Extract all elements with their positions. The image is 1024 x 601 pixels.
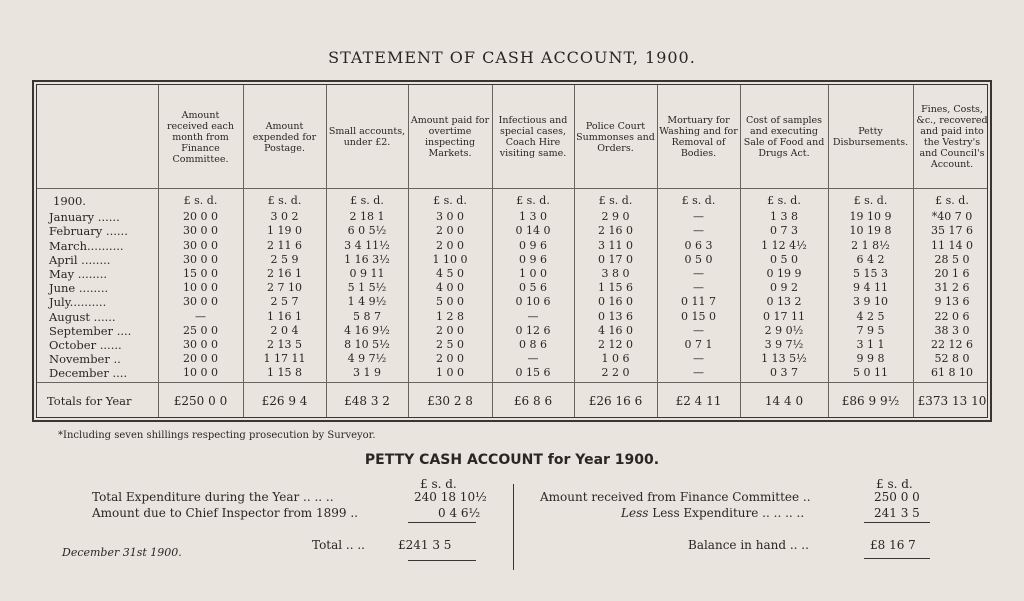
table-cell: 10 19 8 [849,224,892,238]
table-cell: 1 13 5½ [761,352,807,366]
month-label: September .... [49,323,132,338]
table-cell: 20 0 0 [183,210,218,224]
table-cell: 0 15 6 [515,366,551,380]
table-cell: 30 0 0 [183,338,218,351]
total-cell: £250 0 0 [173,394,228,408]
table-cell: 0 5 6 [519,281,547,295]
table-cell: 0 14 0 [515,224,551,238]
table-cell: 20 0 0 [183,352,218,366]
petty-left-total-label: Total .. .. [312,538,365,552]
table-cell: 30 0 0 [183,295,218,309]
table-cell: 0 9 11 [349,267,385,280]
table-cell: 1 4 9½ [347,295,387,309]
petty-right-value-2: 241 3 5 [874,506,920,520]
unit-heading: £ s. d. [267,194,302,207]
table-cell: 3 9 10 [853,295,888,309]
table-cell: 1 0 0 [519,267,547,280]
unit-heading: £ s. d. [767,194,801,207]
table-cell: *40 7 0 [931,210,973,224]
table-cell: 1 0 6 [601,352,630,366]
total-cell: £26 16 6 [588,394,643,408]
table-cell: — [195,309,206,323]
month-label: August ...... [49,309,116,324]
petty-right-value-1: 250 0 0 [874,490,920,504]
column-header: Mortuary for Washing and for Removal of Bodies. [659,115,738,159]
month-label: June ........ [49,281,109,296]
column-header: Amount received each month from Finance Committee. [167,109,234,165]
table-grid [36,84,988,418]
table-cell: 1 3 8 [770,210,798,224]
table-cell: — [693,323,704,337]
table-cell: 2 0 0 [436,224,464,238]
table-cell: 3 9 7½ [764,338,804,351]
column-header: Cost of samples and executing Sale of Food and Drugs Act. [743,115,825,159]
table-cell: 35 17 6 [931,224,973,238]
column-header: Amount paid for overtime inspecting Markets. [410,115,490,159]
table-cell: 30 0 0 [183,252,218,266]
table-cell: 6 0 5½ [347,224,387,238]
header-separator [37,188,987,189]
table-cell: 3 0 0 [436,210,464,224]
table-cell: 52 8 0 [934,352,970,366]
table-cell: 0 13 2 [766,295,802,309]
table-cell: 5 1 5½ [347,281,387,295]
table-cell: — [693,281,704,295]
table-cell: 3 8 0 [601,267,630,280]
column-header: Small accounts, under £2. [328,126,406,148]
table-cell: 1 3 0 [519,210,547,224]
table-cell: 10 0 0 [183,366,218,380]
table-cell: 0 8 6 [519,338,547,351]
table-cell: 10 0 0 [183,281,218,295]
petty-right-unit-heading: £ s. d. [876,477,913,491]
table-cell: — [693,352,704,366]
table-cell: 8 10 5½ [344,338,390,351]
table-cell: 0 16 0 [598,295,633,309]
petty-left-label-1: Total Expenditure during the Year .. .. .. [92,490,334,504]
table-cell: 30 0 0 [183,238,218,252]
unit-heading: £ s. d. [598,194,633,207]
table-cell: 61 8 10 [931,366,973,380]
table-cell: 1 19 0 [267,224,302,238]
table-cell: 0 7 1 [684,338,713,351]
table-cell: 5 15 3 [853,267,888,280]
table-cell: 2 9 0½ [764,323,804,337]
table-cell: 2 0 0 [436,238,464,252]
table-cell: 2 16 1 [267,267,302,280]
unit-heading: £ s. d. [350,194,384,207]
table-cell: 0 13 6 [598,309,633,323]
table-cell: 2 18 1 [349,210,385,224]
unit-heading: £ s. d. [935,194,969,207]
petty-left-label-2: Amount due to Chief Inspector from 1899 .. [92,506,358,520]
table-cell: 0 7 3 [770,224,798,238]
unit-heading: £ s. d. [183,194,218,207]
month-label: March.......... [49,238,124,253]
table-cell: 2 11 6 [267,238,302,252]
petty-left-rule-bottom [408,560,476,561]
table-cell: 2 13 5 [267,338,302,351]
total-cell: £48 3 2 [344,394,390,408]
table-cell: 1 0 0 [436,366,464,380]
table-cell: 2 2 0 [601,366,630,380]
year-label: 1900. [53,194,86,208]
column-header: Amount expended for Postage. [252,120,317,154]
table-cell: 0 3 7 [770,366,798,380]
table-cell: 3 0 2 [270,210,299,224]
table-cell: 5 8 7 [353,309,381,323]
table-cell: 9 4 11 [853,281,888,295]
table-cell: 0 6 3 [684,238,713,252]
footnote: *Including seven shillings respecting prosecution by Surveyor. [58,430,376,441]
table-cell: 22 12 6 [931,338,973,351]
total-cell: 14 4 0 [764,394,804,408]
table-cell: 22 0 6 [934,309,970,323]
table-cell: 20 1 6 [934,267,970,280]
petty-cash-title: PETTY CASH ACCOUNT for Year 1900. [364,452,660,468]
table-cell: 1 16 1 [267,309,302,323]
table-cell: 7 9 5 [856,323,885,337]
table-cell: 15 0 0 [183,267,218,280]
petty-right-label-1: Amount received from Finance Committee .. [540,490,811,504]
table-cell: 2 16 0 [598,224,633,238]
table-cell: 3 11 0 [598,238,633,252]
table-cell: — [693,366,704,380]
table-cell: 1 10 0 [432,252,468,266]
table-cell: 3 1 9 [353,366,381,380]
month-label: April ........ [49,252,111,267]
petty-right-rule-bottom [864,558,930,559]
table-cell: 38 3 0 [934,323,970,337]
column-header: Infectious and special cases, Coach Hire visiting same. [498,115,568,159]
month-label: May ........ [49,267,108,281]
table-cell: — [527,352,539,366]
petty-right-total-label: Balance in hand .. .. [688,538,809,552]
month-label: July.......... [49,295,107,310]
total-cell: £2 4 11 [675,394,722,408]
table-cell: 28 5 0 [934,252,970,266]
column-header: Petty Disbursements. [832,126,909,148]
column-header: Police Court Summonses and Orders. [576,120,655,154]
table-cell: 1 15 6 [598,281,633,295]
unit-heading: £ s. d. [853,194,888,207]
unit-heading: £ s. d. [516,194,550,207]
table-cell: 4 5 0 [436,267,464,280]
petty-left-total-value: £241 3 5 [398,538,452,552]
table-cell: 2 0 4 [270,323,299,337]
table-cell: 0 10 6 [515,295,551,309]
table-cell: 2 5 9 [270,252,299,266]
petty-divider [513,484,514,570]
table-cell: 19 10 9 [849,210,892,224]
table-cell: 3 1 1 [856,338,885,351]
table-cell: 4 16 9½ [344,323,390,337]
table-cell: 1 17 11 [263,352,306,366]
table-cell: 5 0 11 [853,366,888,380]
table-cell: 2 9 0 [601,210,630,224]
table-cell: 0 9 6 [519,252,547,266]
table-cell: 30 0 0 [183,224,218,238]
table-cell: 0 5 0 [684,252,713,266]
table-cell: 4 16 0 [598,323,633,337]
table-cell: 1 15 8 [267,366,302,380]
table-cell: 0 5 0 [770,252,798,266]
month-label: February ...... [49,224,128,239]
table-cell: 0 17 0 [598,252,633,266]
table-cell: 11 14 0 [931,238,973,252]
total-cell: £86 9 9½ [841,394,900,408]
table-cell: 0 9 2 [770,281,798,295]
table-cell: 31 2 6 [934,281,970,295]
month-label: October ...... [49,338,122,352]
cash-account-table [32,80,992,422]
table-cell: 2 0 0 [436,323,464,337]
total-cell: £30 2 8 [427,394,473,408]
petty-right-total-value: £8 16 7 [870,538,916,552]
month-label: November .. [49,352,121,367]
table-cell: 5 0 0 [436,295,464,309]
table-cell: — [527,309,539,323]
month-label: January ...... [49,210,120,225]
total-cell: £6 8 6 [513,394,553,408]
table-cell: 4 9 7½ [347,352,387,366]
petty-left-value-2: 0 4 6½ [438,506,481,520]
table-cell: 9 13 6 [934,295,970,309]
table-cell: 0 9 6 [519,238,547,252]
table-cell: 2 12 0 [598,338,633,351]
table-cell: 4 2 5 [856,309,885,323]
column-header: Fines, Costs, &c., recovered and paid into the Vestry's and Council's Account. [916,104,988,170]
totals-separator [37,382,987,383]
total-cell: £26 9 4 [261,394,308,408]
table-cell: 2 1 8½ [851,238,890,252]
petty-left-unit-heading: £ s. d. [420,477,457,491]
table-cell: 3 4 11½ [344,238,390,252]
table-cell: 2 7 10 [267,281,302,295]
table-cell: 2 5 0 [436,338,464,351]
page-title: STATEMENT OF CASH ACCOUNT, 1900. [328,48,696,67]
table-cell: — [693,224,704,238]
table-cell: 1 16 3½ [344,252,390,266]
table-cell: 9 9 8 [856,352,885,366]
table-cell: 0 11 7 [681,295,716,309]
unit-heading: £ s. d. [681,194,716,207]
petty-right-rule-top [864,522,930,523]
petty-left-value-1: 240 18 10½ [414,490,487,504]
table-cell: 2 5 7 [270,295,299,309]
month-label: December .... [49,366,128,381]
table-cell: 2 0 0 [436,352,464,366]
totals-label: Totals for Year [47,394,132,408]
petty-date: December 31st 1900. [62,546,182,559]
table-cell: 0 17 11 [763,309,805,323]
unit-heading: £ s. d. [433,194,467,207]
table-cell: 1 2 8 [436,309,464,323]
table-cell: 0 12 6 [515,323,551,337]
table-cell: 6 4 2 [856,252,885,266]
table-cell: 0 15 0 [681,309,716,323]
table-cell: 4 0 0 [436,281,464,295]
total-cell: £373 13 10 [917,394,987,408]
table-cell: — [693,267,704,280]
table-cell: 1 12 4½ [761,238,807,252]
petty-left-rule-top [408,522,476,523]
petty-right-label-2: Less Less Expenditure .. .. .. .. [621,506,805,520]
table-cell: 25 0 0 [183,323,218,337]
table-cell: 0 19 9 [766,267,802,280]
table-cell: — [693,210,704,224]
